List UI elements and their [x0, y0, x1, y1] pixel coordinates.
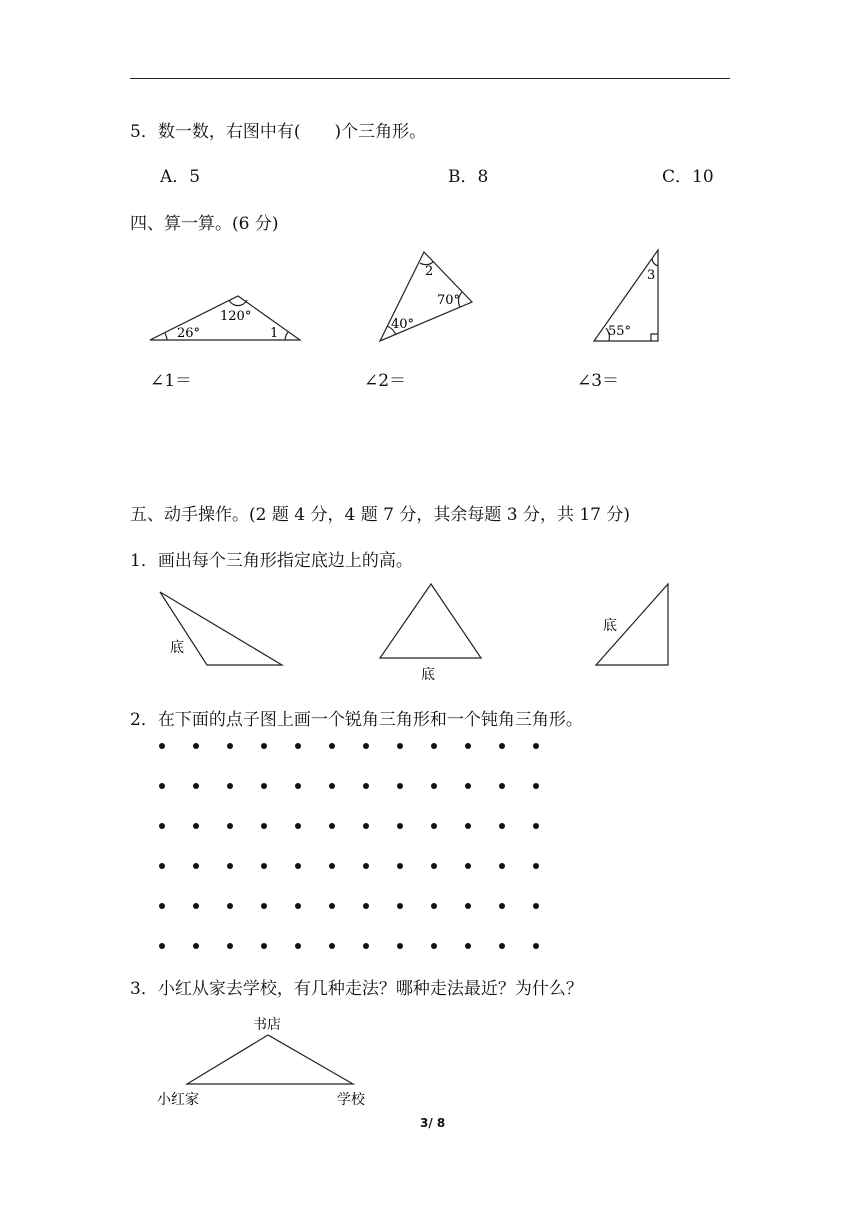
- grid-dot[interactable]: [193, 943, 199, 949]
- grid-dot[interactable]: [431, 903, 437, 909]
- grid-dot[interactable]: [363, 823, 369, 829]
- grid-dot[interactable]: [397, 783, 403, 789]
- section5-title: 五、动手操作。(2 题 4 分，4 题 7 分，其余每题 3 分，共 17 分): [130, 505, 631, 525]
- grid-dot[interactable]: [499, 943, 505, 949]
- grid-dot[interactable]: [533, 863, 539, 869]
- tri1-angle-1: 1: [270, 326, 279, 341]
- grid-dot[interactable]: [193, 863, 199, 869]
- grid-dot[interactable]: [363, 863, 369, 869]
- tri3-angle-3: 3: [647, 268, 656, 283]
- route-triangle: [187, 1035, 353, 1084]
- section4-title: 四、算一算。(6 分): [130, 214, 279, 234]
- grid-dot[interactable]: [193, 783, 199, 789]
- grid-dot[interactable]: [499, 903, 505, 909]
- grid-dot[interactable]: [261, 943, 267, 949]
- grid-dot[interactable]: [397, 823, 403, 829]
- grid-dot[interactable]: [533, 743, 539, 749]
- grid-dot[interactable]: [397, 903, 403, 909]
- base-label-1: 底: [170, 640, 184, 656]
- grid-dot[interactable]: [159, 743, 165, 749]
- grid-dot[interactable]: [227, 823, 233, 829]
- grid-dot[interactable]: [261, 903, 267, 909]
- grid-dot[interactable]: [431, 823, 437, 829]
- q2-text: 2．在下面的点子图上画一个锐角三角形和一个钝角三角形。: [130, 710, 583, 730]
- base-label-3: 底: [603, 618, 617, 634]
- q5-option-c: C．10: [662, 167, 714, 187]
- grid-dot[interactable]: [363, 743, 369, 749]
- grid-dot[interactable]: [533, 783, 539, 789]
- grid-dot[interactable]: [227, 943, 233, 949]
- grid-dot[interactable]: [363, 783, 369, 789]
- q5-option-a: A．5: [160, 167, 201, 187]
- grid-dot[interactable]: [465, 783, 471, 789]
- grid-dot[interactable]: [533, 903, 539, 909]
- grid-dot[interactable]: [533, 943, 539, 949]
- grid-dot[interactable]: [193, 743, 199, 749]
- q3-text: 3．小红从家去学校，有几种走法？哪种走法最近？为什么？: [130, 979, 583, 999]
- grid-dot[interactable]: [159, 943, 165, 949]
- label-home: 小红家: [157, 1092, 199, 1108]
- q1-text: 1．画出每个三角形指定底边上的高。: [130, 551, 413, 571]
- grid-dot[interactable]: [329, 823, 335, 829]
- grid-dot[interactable]: [499, 863, 505, 869]
- grid-dot[interactable]: [159, 823, 165, 829]
- grid-dot[interactable]: [329, 943, 335, 949]
- grid-dot[interactable]: [533, 823, 539, 829]
- grid-dot[interactable]: [261, 863, 267, 869]
- grid-dot[interactable]: [431, 743, 437, 749]
- grid-dot[interactable]: [499, 823, 505, 829]
- grid-dot[interactable]: [159, 863, 165, 869]
- label-bookstore: 书店: [253, 1017, 281, 1033]
- tri2-angle-2: 2: [425, 264, 434, 279]
- grid-dot[interactable]: [397, 943, 403, 949]
- grid-dot[interactable]: [465, 743, 471, 749]
- grid-dot[interactable]: [465, 903, 471, 909]
- grid-dot[interactable]: [193, 823, 199, 829]
- tri3-angle-55: 55°: [608, 324, 632, 339]
- grid-dot[interactable]: [329, 783, 335, 789]
- grid-dot[interactable]: [363, 903, 369, 909]
- grid-dot[interactable]: [499, 783, 505, 789]
- grid-dot[interactable]: [329, 863, 335, 869]
- answer-angle-2[interactable]: ∠2＝: [364, 371, 407, 391]
- height-triangle-2: [380, 584, 481, 658]
- grid-dot[interactable]: [295, 783, 301, 789]
- grid-dot[interactable]: [465, 943, 471, 949]
- grid-dot[interactable]: [159, 903, 165, 909]
- page-number: 3/ 8: [420, 1116, 446, 1130]
- grid-dot[interactable]: [465, 823, 471, 829]
- dot-grid[interactable]: [159, 743, 539, 949]
- grid-dot[interactable]: [227, 743, 233, 749]
- grid-dot[interactable]: [431, 863, 437, 869]
- answer-angle-1[interactable]: ∠1＝: [150, 371, 193, 391]
- tri1-angle-26: 26°: [177, 326, 201, 341]
- grid-dot[interactable]: [261, 783, 267, 789]
- grid-dot[interactable]: [431, 783, 437, 789]
- tri2-angle-70: 70°: [437, 293, 461, 308]
- grid-dot[interactable]: [295, 823, 301, 829]
- grid-dot[interactable]: [295, 943, 301, 949]
- grid-dot[interactable]: [261, 823, 267, 829]
- grid-dot[interactable]: [329, 743, 335, 749]
- grid-dot[interactable]: [363, 943, 369, 949]
- q5-text: 5．数一数，右图中有( )个三角形。: [130, 122, 427, 142]
- grid-dot[interactable]: [295, 903, 301, 909]
- grid-dot[interactable]: [397, 863, 403, 869]
- grid-dot[interactable]: [159, 783, 165, 789]
- grid-dot[interactable]: [227, 783, 233, 789]
- grid-dot[interactable]: [227, 863, 233, 869]
- answer-angle-3[interactable]: ∠3＝: [577, 371, 620, 391]
- grid-dot[interactable]: [227, 903, 233, 909]
- grid-dot[interactable]: [193, 903, 199, 909]
- grid-dot[interactable]: [431, 943, 437, 949]
- grid-dot[interactable]: [329, 903, 335, 909]
- grid-dot[interactable]: [261, 743, 267, 749]
- label-school: 学校: [337, 1092, 365, 1108]
- grid-dot[interactable]: [465, 863, 471, 869]
- grid-dot[interactable]: [295, 743, 301, 749]
- tri1-angle-120: 120°: [220, 309, 252, 324]
- grid-dot[interactable]: [295, 863, 301, 869]
- q5-option-b: B．8: [448, 167, 489, 187]
- grid-dot[interactable]: [499, 743, 505, 749]
- tri2-angle-40: 40°: [391, 317, 415, 332]
- base-label-2: 底: [421, 667, 435, 683]
- grid-dot[interactable]: [397, 743, 403, 749]
